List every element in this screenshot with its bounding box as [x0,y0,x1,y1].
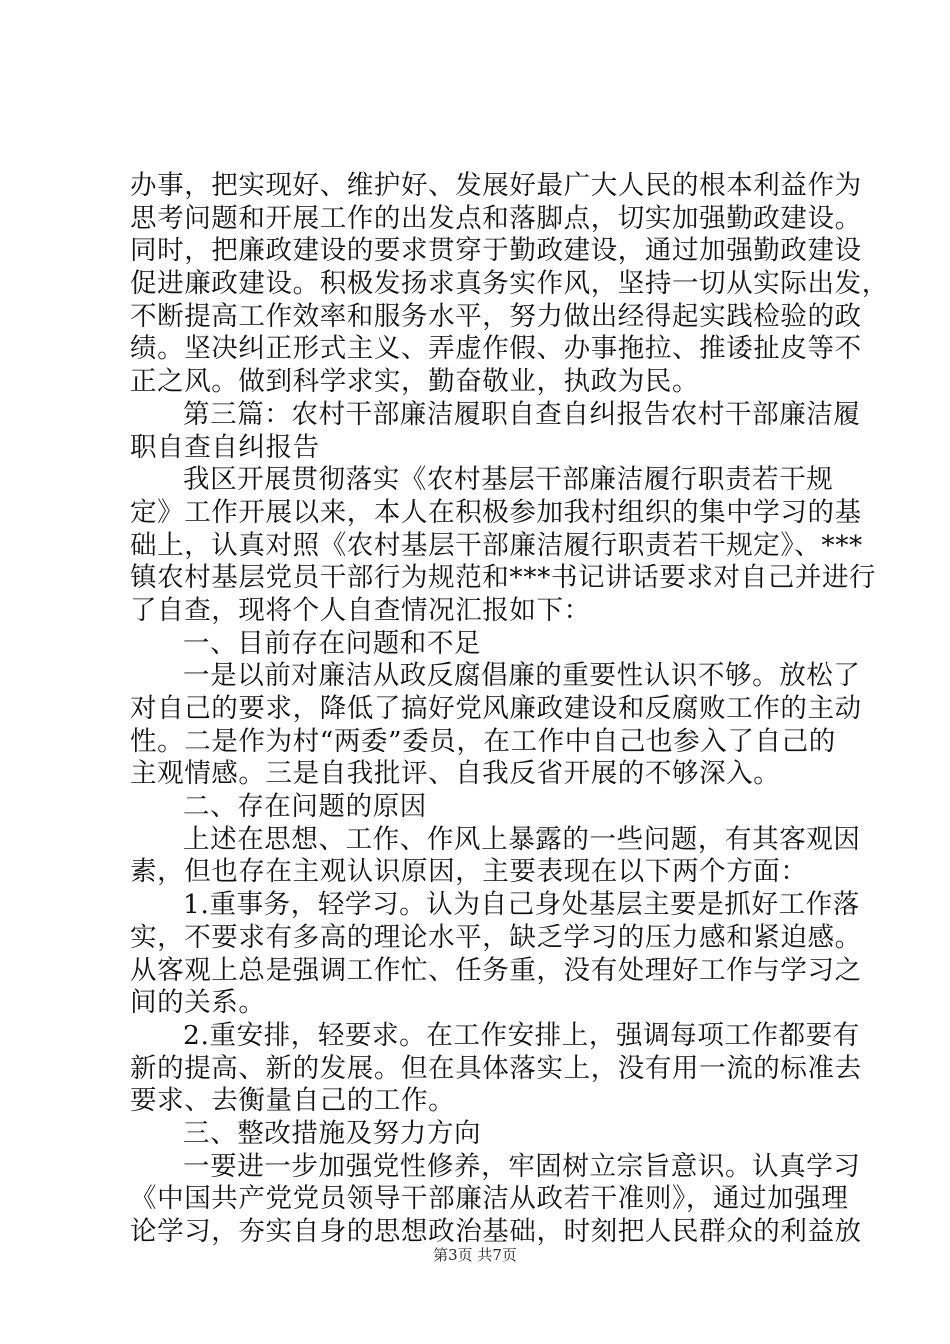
text-line: 正之风。做到科学求实，勤奋敬业，执政为民。 [130,366,700,398]
text-line: 同时，把廉政建设的要求贯穿于勤政建设，通过加强勤政建设 [130,235,862,267]
text-line: 实，不要求有多高的理论水平，缺乏学习的压力感和紧迫感。 [130,921,862,953]
text-line: 论学习，夯实自身的思想政治基础，时刻把人民群众的利益放 [130,1216,862,1247]
text-line: 职自查自纠报告 [130,431,320,463]
text-line: 第三篇：农村干部廉洁履职自查自纠报告农村干部廉洁履 [183,398,861,430]
page-footer [0,1245,950,1265]
text-line: 2.重安排，轻要求。在工作安排上，强调每项工作都要有 [183,1019,860,1051]
text-line: 镇农村基层党员干部行为规范和***书记讲话要求对自己并进行 [130,562,877,594]
text-line: 间的关系。 [130,987,266,1019]
text-line: 《中国共产党党员领导干部廉洁从政若干准则》，通过加强理 [130,1183,849,1215]
text-line: 了自查，现将个人自查情况汇报如下： [130,594,591,626]
text-line: 对自己的要求，降低了搞好党风廉政建设和反腐败工作的主动 [130,693,862,724]
text-line: 三、整改措施及努力方向 [183,1117,482,1149]
page-number: 第3页 共7页 [433,1246,517,1264]
text-line: 一、目前存在问题和不足 [183,627,482,659]
text-line: 定》工作开展以来，本人在积极参加我村组织的集中学习的基 [130,496,862,528]
text-line: 础上，认真对照《农村基层干部廉洁履行职责若干规定》、*** [130,529,863,561]
text-line: 上述在思想、工作、作风上暴露的一些问题，有其客观因 [183,823,861,855]
text-line: 性。二是作为村“两委”委员，在工作中自己也参入了自己的 [130,725,836,757]
text-line: 思考问题和开展工作的出发点和落脚点，切实加强勤政建设。 [130,202,862,234]
text-line: 一是以前对廉洁从政反腐倡廉的重要性认识不够。放松了 [183,660,861,692]
text-line: 促进廉政建设。积极发扬求真务实作风，坚持一切从实际出发， [130,268,889,300]
text-line: 绩。坚决纠正形式主义、弄虚作假、办事拖拉、推诿扯皮等不 [130,333,862,365]
text-line: 素，但也存在主观认识原因，主要表现在以下两个方面： [130,856,808,888]
text-line: 不断提高工作效率和服务水平，努力做出经得起实践检验的政 [130,300,862,332]
text-line: 要求、去衡量自己的工作。 [130,1085,456,1117]
text-line: 我区开展贯彻落实《农村基层干部廉洁履行职责若干规 [183,464,834,496]
text-line: 一要进一步加强党性修养，牢固树立宗旨意识。认真学习 [183,1150,861,1182]
text-line: 1.重事务，轻学习。认为自己身处基层主要是抓好工作落 [183,889,860,921]
text-line: 二、存在问题的原因 [183,791,427,823]
document-body [130,170,889,1249]
text-line: 新的提高、新的发展。但在具体落实上，没有用一流的标准去 [130,1052,862,1084]
text-line: 从客观上总是强调工作忙、任务重，没有处理好工作与学习之 [130,954,862,986]
text-line: 主观情感。三是自我批评、自我反省开展的不够深入。 [130,758,781,790]
text-line: 办事，把实现好、维护好、发展好最广大人民的根本利益作为 [130,170,862,201]
